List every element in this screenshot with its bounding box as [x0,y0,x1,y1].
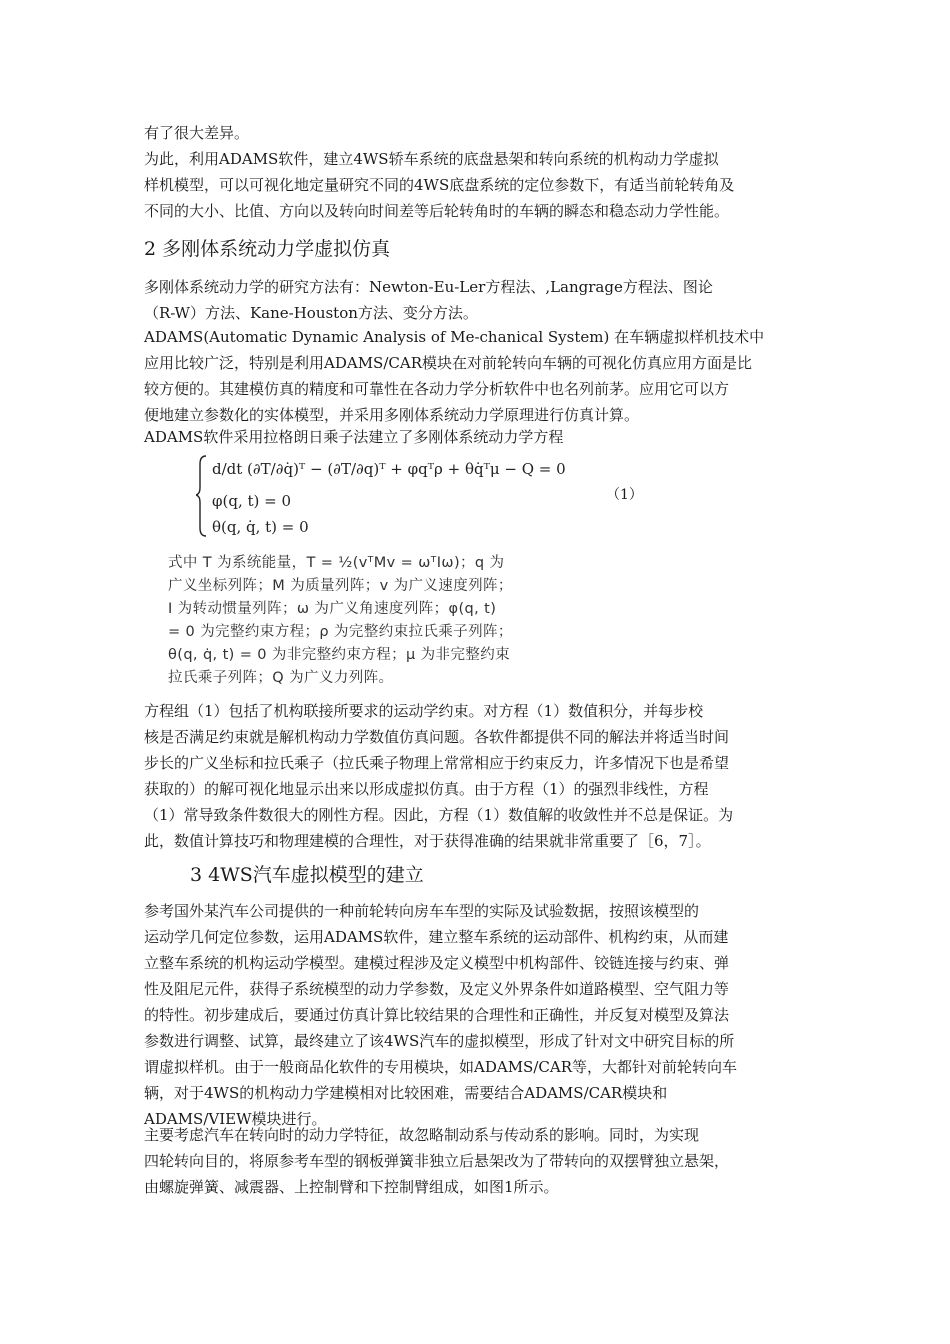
text-line: ADAMS软件采用拉格朗日乘子法建立了多刚体系统动力学方程 [144,428,564,446]
text-line: 不同的大小、比值、方向以及转向时间差等后轮转角时的车辆的瞬态和稳态动力学性能。 [144,202,730,220]
text-line: 方程组（1）包括了机构联接所要求的运动学约束。对方程（1）数值积分，并每步校 [144,702,704,720]
text-line: 步长的广义坐标和拉氏乘子（拉氏乘子物理上常常相应于约束反力，许多情况下也是希望 [144,754,730,772]
section-3-paragraph-2 [144,1122,809,1200]
text-line: ADAMS/VIEW模块进行。 [144,1110,327,1128]
text-line: 为此，利用ADAMS软件，建立4WS轿车系统的底盘悬架和转向系统的机构动力学虚拟 [144,150,719,168]
text-line: = 0 为完整约束方程；ρ 为完整约束拉氏乘子列阵； [168,624,513,640]
intro-paragraph [144,120,809,224]
text-line: 性及阻尼元件，获得子系统模型的动力学参数，及定义外界条件如道路模型、空气阻力等 [144,980,730,998]
text-line: 较方便的。其建模仿真的精度和可靠性在各动力学分析软件中也名列前茅。应用它可以方 [144,380,730,398]
text-line: 四轮转向目的，将原参考车型的钢板弹簧非独立后悬架改为了带转向的双摆臂独立悬架， [144,1152,730,1170]
text-line: 的特性。初步建成后，要通过仿真计算比较结果的合理性和正确性，并反复对模型及算法 [144,1006,730,1024]
text-line: 多刚体系统动力学的研究方法有：Newton-Eu-Ler方程法、,Langrage方程法、图论 [144,278,713,296]
equation-1 [196,452,656,538]
text-line: 有了很大差异。 [144,124,250,142]
text-line: 应用比较广泛，特别是利用ADAMS/CAR模块在对前轮转向车辆的可视化仿真应用方面是比 [144,354,752,372]
text-line: 拉氏乘子列阵；Q 为广义力列阵。 [168,670,394,686]
section-3-heading: 3 4WS汽车虚拟模型的建立 [190,864,424,886]
text-line: 参数进行调整、试算，最终建立了该4WS汽车的虚拟模型，形成了针对文中研究目标的所 [144,1032,735,1050]
text-line: 运动学几何定位参数，运用ADAMS软件，建立整车系统的运动部件、机构约束，从而建 [144,928,729,946]
equation-brace [196,456,206,536]
text-line: 样机模型，可以可视化地定量研究不同的4WS底盘系统的定位参数下，有适当前轮转角及 [144,176,735,194]
section-2-paragraph-1 [144,274,809,326]
text-line: （R-W）方法、Kane-Houston方法、变分方法。 [144,304,478,322]
section-2-paragraph-3 [144,424,809,450]
text-line: ADAMS(Automatic Dynamic Analysis of Me-chanical System) 在车辆虚拟样机技术中 [144,328,765,346]
text-line: 谓虚拟样机。由于一般商品化软件的专用模块，如ADAMS/CAR等，大都针对前轮转向车 [144,1058,737,1076]
text-line: θ(q, q̇, t) = 0 为非完整约束方程；μ 为非完整约束 [168,647,511,663]
text-line: 便地建立参数化的实体模型，并采用多刚体系统动力学原理进行仿真计算。 [144,406,640,424]
equation-line-1: d/dt (∂T/∂q̇)ᵀ − (∂T/∂q)ᵀ + φqᵀρ + θq̇ᵀμ − Q = 0 [212,460,566,478]
text-line: 获取的）的解可视化地显示出来以形成虚拟仿真。由于方程（1）的强烈非线性，方程 [144,780,709,798]
text-line: 此，数值计算技巧和物理建模的合理性，对于获得准确的结果就非常重要了［6，7］。 [144,832,711,850]
text-line: 辆，对于4WS的机构动力学建模相对比较困难，需要结合ADAMS/CAR模块和 [144,1084,668,1102]
section-2-paragraph-4 [144,698,809,854]
text-line: 核是否满足约束就是解机构动力学数值仿真问题。各软件都提供不同的解法并将适当时间 [144,728,730,746]
text-line: （1）常导致条件数很大的刚性方程。因此，方程（1）数值解的收敛性并不总是保证。为 [144,806,734,824]
equation-line-3: θ(q, q̇, t) = 0 [212,518,309,536]
text-line: I 为转动惯量列阵；ω 为广义角速度列阵；φ(q, t) [168,601,497,617]
text-line: 立整车系统的机构运动学模型。建模过程涉及定义模型中机构部件、铰链连接与约束、弹 [144,954,730,972]
text-line: 主要考虑汽车在转向时的动力学特征，故忽略制动系与传动系的影响。同时，为实现 [144,1126,700,1144]
text-line: 广义坐标列阵；M 为质量列阵；v 为广义速度列阵； [168,578,513,594]
section-3-paragraph-1 [144,898,809,1132]
text-line: 由螺旋弹簧、减震器、上控制臂和下控制臂组成，如图1所示。 [144,1178,559,1196]
text-line: 式中 T 为系统能量，T = ½(vᵀMv = ωᵀIω)；q 为 [168,555,505,571]
equation-line-2: φ(q, t) = 0 [212,492,292,510]
section-2-heading: 2 多刚体系统动力学虚拟仿真 [144,238,391,260]
equation-number: （1） [606,487,643,503]
equation-definitions [168,552,643,690]
section-2-paragraph-2 [144,324,809,428]
text-line: 参考国外某汽车公司提供的一种前轮转向房车车型的实际及试验数据，按照该模型的 [144,902,700,920]
